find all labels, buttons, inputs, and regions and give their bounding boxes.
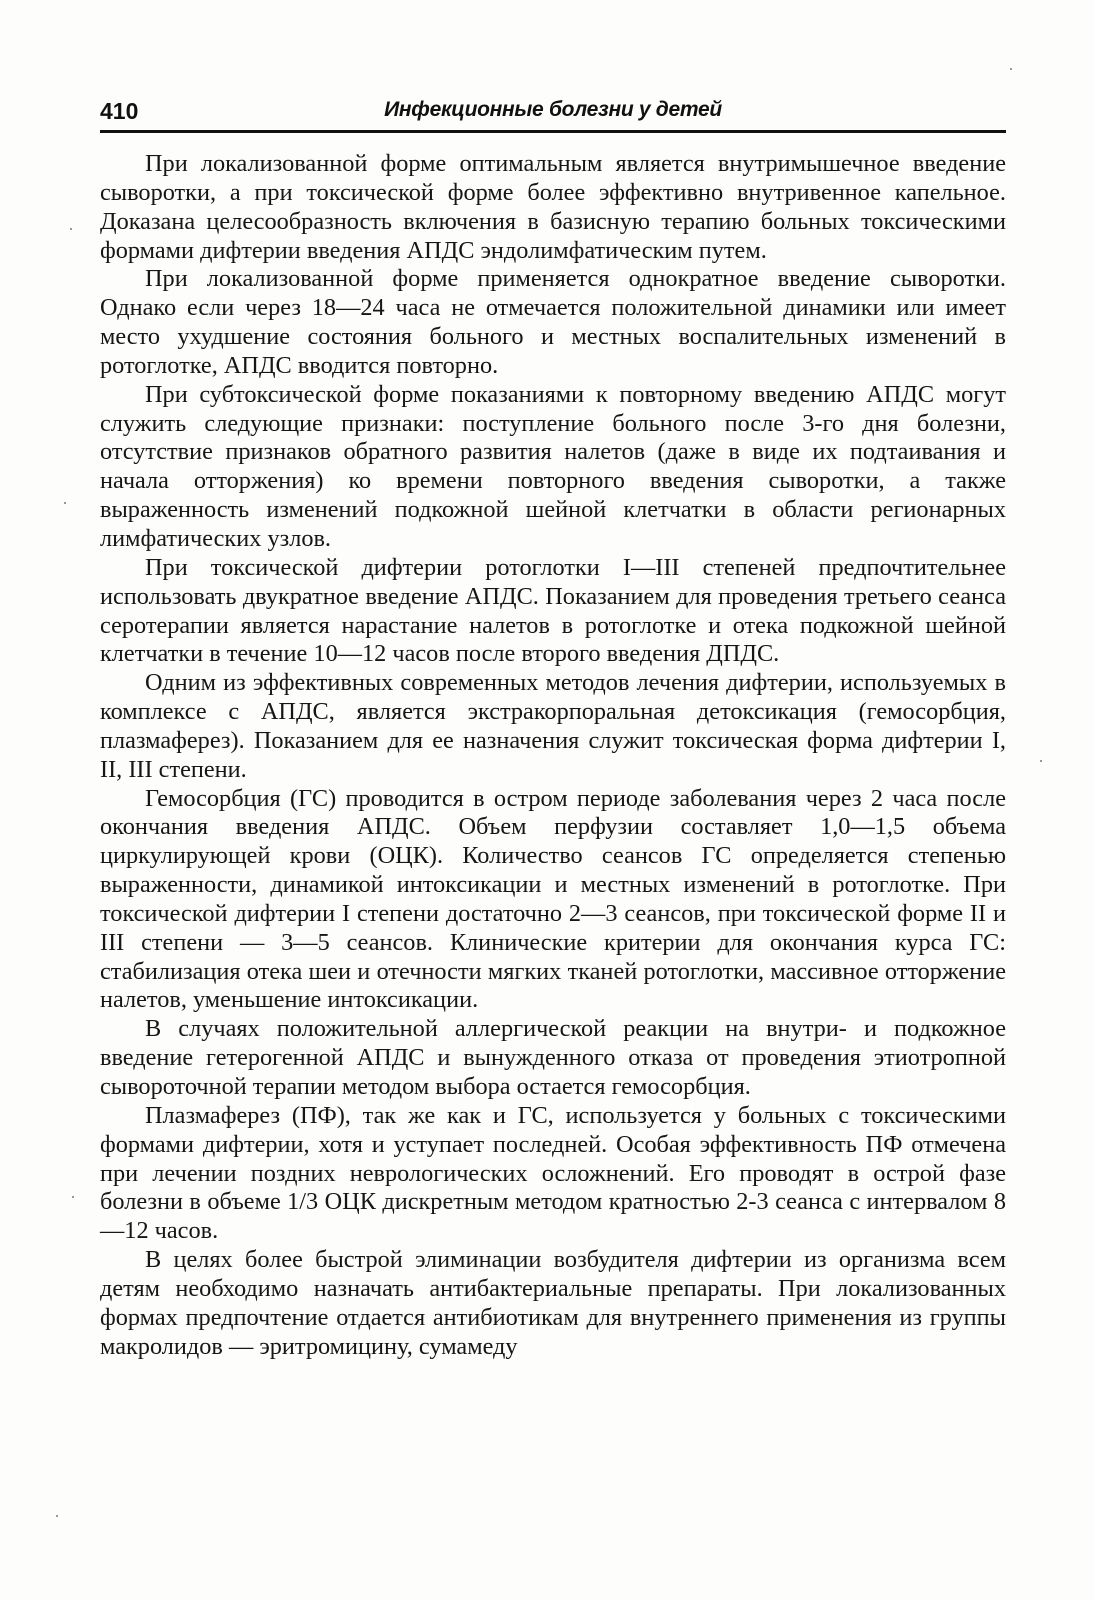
scan-speck (1040, 760, 1042, 762)
paragraph: При токсической дифтерии ротоглотки I—III степеней предпочтительнее использовать двукратное введение АПДС. Показанием для проведения третьего сеанса серотерапии является нарастание налетов в ротоглотке и отека подкожной шейной клетчатки в течение 10—12 часов после второго введения ДПДС. (100, 553, 1006, 668)
page-header (100, 96, 1006, 133)
body-text (100, 150, 1006, 1361)
paragraph: При локализованной форме оптимальным является внутримышечное введение сыворотки, а при токсической форме более эффективно внутривенное капельное. Доказана целесообразность включения в базисную терапию больных токсическими формами дифтерии введения АПДС эндолимфатическим путем. (100, 150, 1006, 264)
scan-speck (72, 1196, 74, 1198)
paragraph: При субтоксической форме показаниями к повторному введению АПДС могут служить следующие признаки: поступление больного после 3-го дня болезни, отсутствие признаков обратного развития налетов (даже в виде их подтаивания и начала отторжения) ко времени повторного введения сыворотки, а также выраженность изменений подкожной шейной клетчатки в области регионарных лимфатических узлов. (100, 380, 1006, 552)
paragraph: При локализованной форме применяется однократное введение сыворотки. Однако если через 18—24 часа не отмечается положительной динамики или имеет место ухудшение состояния больного и местных воспалительных изменений в ротоглотке, АПДС вводится повторно. (100, 265, 1006, 379)
paragraph: Гемосорбция (ГС) проводится в остром периоде заболевания через 2 часа после окончания введения АПДС. Объем перфузии составляет 1,0—1,5 объема циркулирующей крови (ОЦК). Количество сеансов ГС определяется степенью выраженности, динамикой интоксикации и местных изменений в ротоглотке. При токсической дифтерии I степени достаточно 2—3 сеансов, при токсической форме II и III степени — 3—5 сеансов. Клинические критерии для окончания курса ГС: стабилизация отека шеи и отечности мягких тканей ротоглотки, массивное отторжение налетов, уменьшение интоксикации. (100, 784, 1006, 1014)
page-number: 410 (100, 98, 139, 124)
scan-speck (1010, 68, 1012, 70)
scan-speck (56, 1515, 58, 1517)
running-title: Инфекционные болезни у детей (384, 98, 722, 121)
paragraph: Одним из эффективных современных методов лечения дифтерии, используемых в комплексе с АПДС, является экстракорпоральная детоксикация (гемосорбция, плазмаферез). Показанием для ее назначения служит токсическая форма дифтерии I, II, III степени. (100, 669, 1006, 783)
paragraph: В целях более быстрой элиминации возбудителя дифтерии из организма всем детям необходимо назначать антибактериальные препараты. При локализованных формах предпочтение отдается антибиотикам для внутреннего применения из группы макролидов — эритромицину, сумамеду (100, 1246, 1006, 1360)
scan-speck (70, 228, 72, 230)
paragraph: Плазмаферез (ПФ), так же как и ГС, используется у больных с токсическими формами дифтерии, хотя и уступает последней. Особая эффективность ПФ отмечена при лечении поздних неврологических осложнений. Его проводят в острой фазе болезни в объеме 1/3 ОЦК дискретным методом кратностью 2-3 сеанса с интервалом 8—12 часов. (100, 1101, 1006, 1245)
paragraph: В случаях положительной аллергической реакции на внутри- и подкожное введение гетерогенной АПДС и вынужденного отказа от проведения этиотропной сывороточной терапии методом выбора остается гемосорбция. (100, 1015, 1006, 1100)
scan-speck (64, 502, 66, 504)
